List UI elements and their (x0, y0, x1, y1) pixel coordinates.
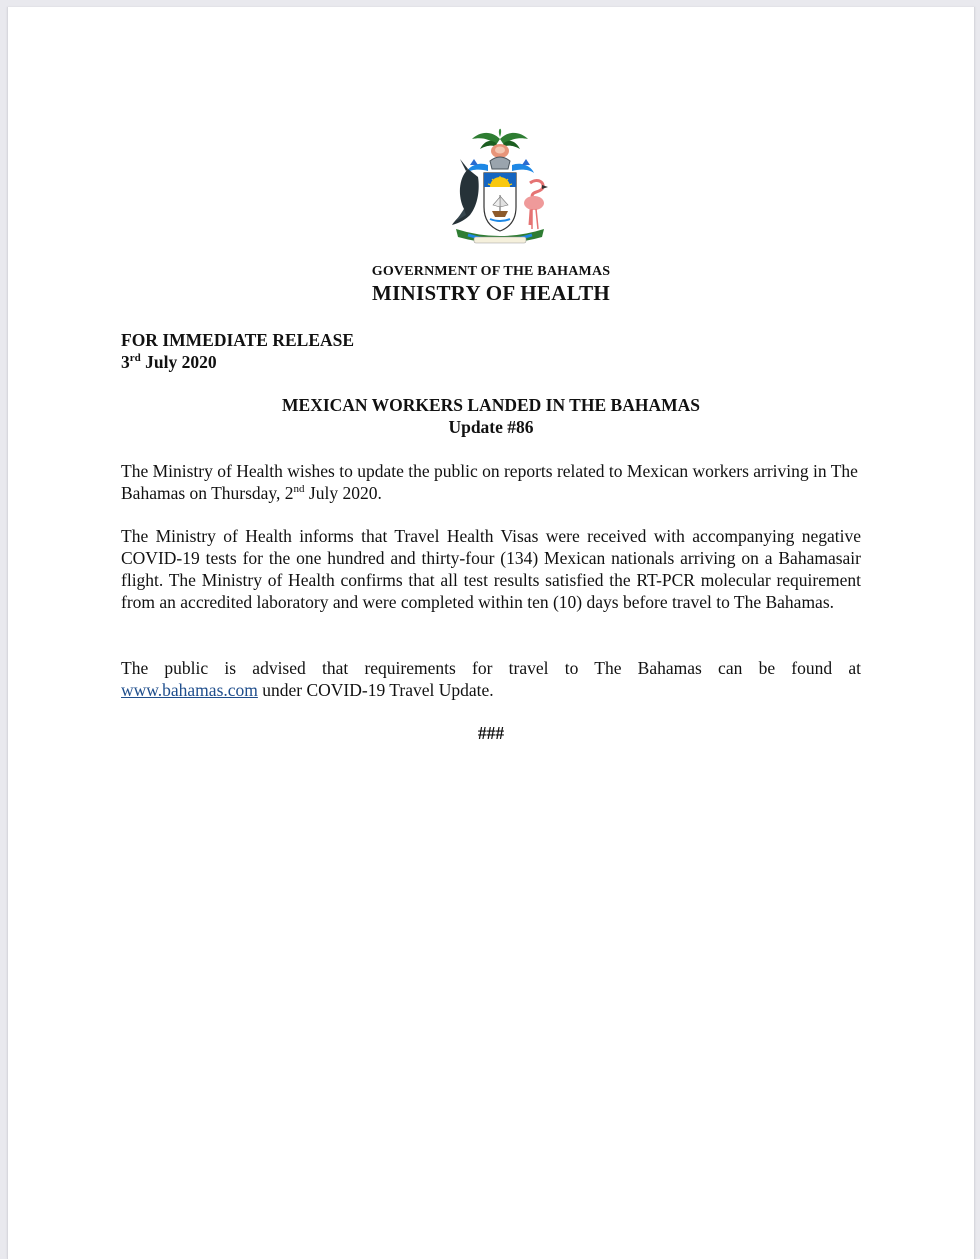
update-number: Update #86 (448, 417, 534, 437)
paragraph-1-text: The Ministry of Health wishes to update the public on reports related to Mexican workers arriving in The Bahamas on Thursday, 2 (121, 461, 858, 503)
end-mark: ### (477, 723, 505, 743)
document-page (7, 7, 975, 1259)
headline: MEXICAN WORKERS LANDED IN THE BAHAMAS (282, 395, 700, 415)
paragraph-1-sup: nd (293, 483, 305, 496)
paragraph-3 (121, 657, 861, 701)
release-date (121, 351, 354, 373)
government-heading: GOVERNMENT OF THE BAHAMAS (371, 264, 611, 279)
paragraph-2: The Ministry of Health informs that Travel Health Visas were received with accompanying negative COVID-19 tests for the one hundred and thirty-four (134) Mexican nationals arriving on a Bahamasair flight. The Ministry of Health confirms that all test results satisfied the RT-PCR molecular requirement from an accredited laboratory and were completed within ten (10) days before travel to The Bahamas. (121, 526, 861, 612)
release-date-day: 3 (121, 352, 130, 372)
bahamas-website-link[interactable]: www.bahamas.com (121, 680, 258, 700)
ministry-heading: MINISTRY OF HEALTH (371, 281, 611, 305)
release-label: FOR IMMEDIATE RELEASE (121, 330, 355, 350)
coat-of-arms-icon (438, 125, 562, 249)
release-date-rest: July 2020 (140, 352, 217, 372)
press-title (8, 394, 974, 438)
paragraph-3-text: The public is advised that requirements for travel to The Bahamas can be found at (121, 658, 861, 678)
paragraph-1-tail: July 2020. (304, 483, 382, 503)
release-date-suffix: rd (129, 352, 141, 365)
paragraph-3-tail: under COVID-19 Travel Update. (257, 680, 494, 700)
paragraph-1 (121, 460, 861, 504)
release-block (121, 329, 354, 373)
